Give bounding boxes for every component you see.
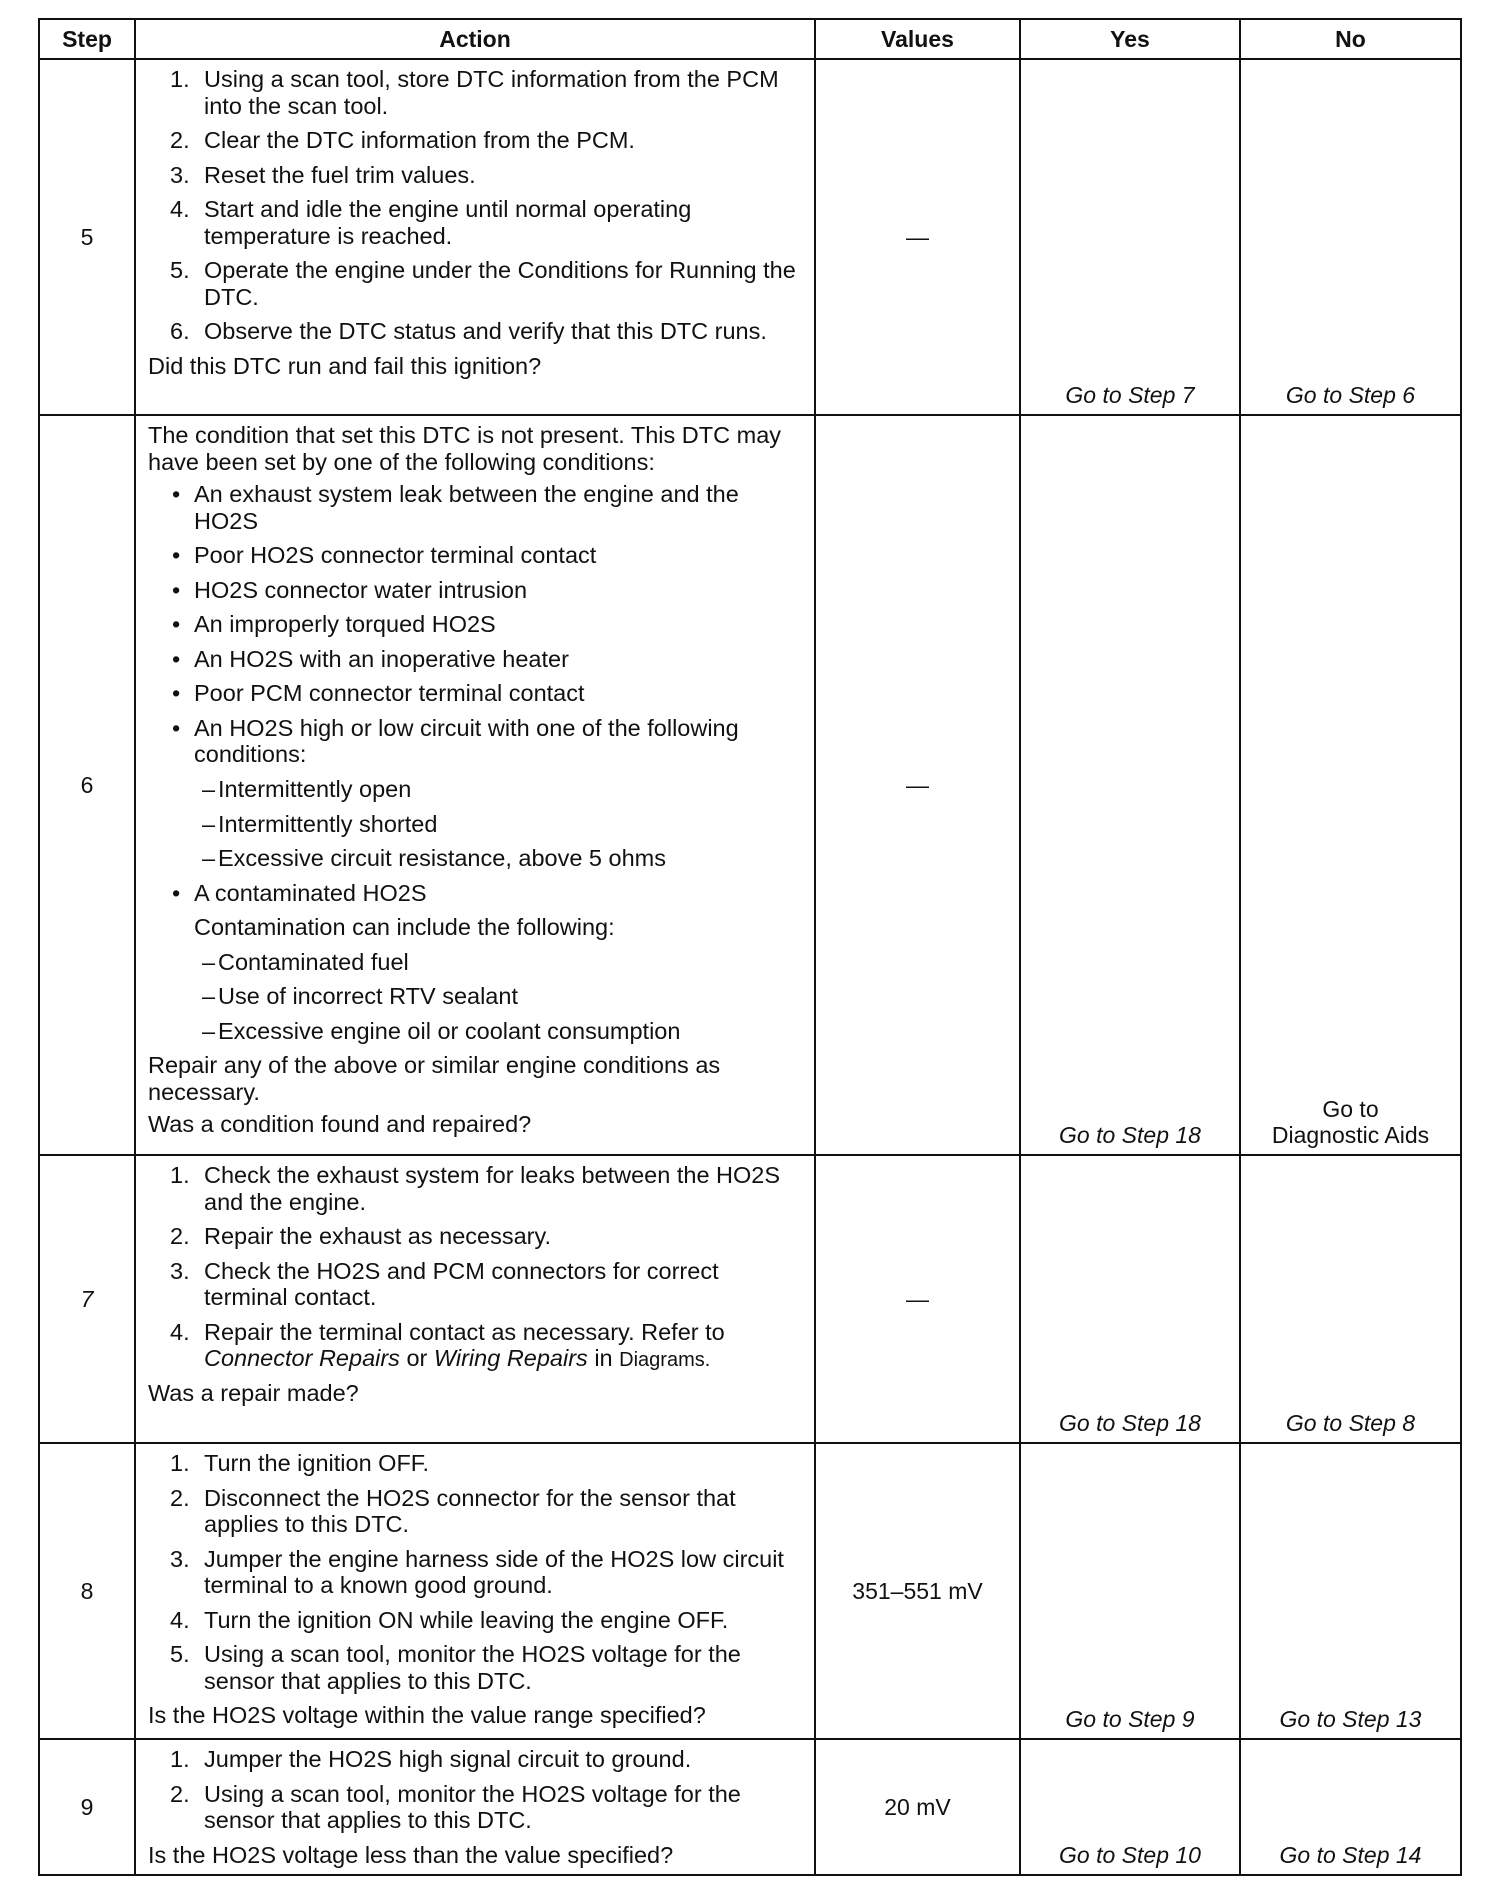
table-row-step-7 (39, 1155, 1461, 1443)
no-link[interactable]: Go to Step 6 (1285, 382, 1416, 409)
diagrams-ref: Diagrams. (619, 1349, 711, 1372)
procedure-step: 1. Jumper the HO2S high signal circuit to ground. (170, 1746, 692, 1772)
sub-condition-item: – Intermittently shorted (194, 811, 804, 838)
table-row-step-6 (39, 415, 1461, 1155)
contamination-item: – Use of incorrect RTV sealant (194, 983, 804, 1010)
header-row (39, 19, 1461, 59)
sub-condition-item: – Excessive circuit resistance, above 5 ohms (194, 845, 804, 872)
condition-item: • Poor PCM connector terminal contact (148, 680, 804, 707)
procedure-step: 4. Start and idle the engine until normal operating temperature is reached. (170, 196, 692, 249)
connector-repairs-ref: Connector Repairs (204, 1345, 400, 1372)
table-row-step-5 (39, 59, 1461, 415)
procedure-step: 6. Observe the DTC status and verify that this DTC runs. (170, 318, 767, 345)
no-link-line-1[interactable]: Go to (1322, 1096, 1379, 1123)
intro-text: The condition that set this DTC is not present. This DTC may have been set by one of the following conditions: (148, 422, 782, 475)
no-link[interactable]: Go to Step 13 (1279, 1706, 1422, 1733)
conditions-list (148, 481, 804, 1044)
values-cell: 351–551 mV (815, 1443, 1020, 1739)
header-yes: Yes (1020, 19, 1240, 59)
action-cell (135, 415, 815, 1155)
condition-item: • HO2S connector water intrusion (148, 577, 804, 604)
question: Was a condition found and repaired? (148, 1111, 532, 1138)
header-values: Values (815, 19, 1020, 59)
step-number: 7 (39, 1155, 135, 1443)
wiring-repairs-ref: Wiring Repairs (433, 1345, 588, 1372)
circuit-conditions-list (194, 776, 804, 872)
procedure-list (148, 1162, 804, 1372)
yes-link[interactable]: Go to Step 10 (1059, 1842, 1201, 1869)
procedure-step: 3. Reset the fuel trim values. (170, 161, 476, 188)
procedure-step: 1. Check the exhaust system for leaks between the HO2S and the engine. (170, 1162, 781, 1215)
condition-item: • An exhaust system leak between the engine and the HO2S (148, 481, 804, 534)
condition-item: • A contaminated HO2S Contamination can include the following: – Contaminated fuel – Use of incorrect RTV sealant – Excessive engine oil or coolant consumption (148, 880, 804, 1045)
repair-note: Repair any of the above or similar engine conditions as necessary. (148, 1052, 721, 1105)
condition-item: • Poor HO2S connector terminal contact (148, 542, 804, 569)
yes-link[interactable]: Go to Step 18 (1059, 1122, 1201, 1149)
values-cell: — (815, 59, 1020, 415)
procedure-step: 2. Using a scan tool, monitor the HO2S voltage for the sensor that applies to this DTC. (170, 1780, 741, 1834)
yes-cell (1020, 59, 1240, 415)
condition-item: • An HO2S high or low circuit with one of the following conditions: – Intermittently open – Intermittently shorted – Excessive circuit resistance, above 5 ohms (148, 715, 804, 872)
question: Is the HO2S voltage within the value range specified? (148, 1702, 706, 1729)
header-action: Action (135, 19, 815, 59)
procedure-list (148, 66, 804, 345)
condition-item: • An HO2S with an inoperative heater (148, 646, 804, 673)
no-cell (1240, 1443, 1461, 1739)
procedure-step: 2. Disconnect the HO2S connector for the sensor that applies to this DTC. (170, 1484, 736, 1538)
action-cell (135, 1443, 815, 1739)
values-cell: — (815, 415, 1020, 1155)
no-link-line-2[interactable]: Diagnostic Aids (1271, 1122, 1430, 1149)
step-number: 6 (39, 415, 135, 1155)
sub-condition-item: – Intermittently open (194, 776, 804, 803)
yes-cell (1020, 1739, 1240, 1875)
no-link[interactable]: Go to Step 14 (1279, 1842, 1422, 1869)
values-cell: — (815, 1155, 1020, 1443)
procedure-step: 5. Using a scan tool, monitor the HO2S voltage for the sensor that applies to this DTC. (170, 1641, 741, 1694)
procedure-step: 4. Repair the terminal contact as necessary. Refer to Connector Repairs or Wiring Repairs in Diagrams. (170, 1318, 725, 1372)
procedure-step: 1. Turn the ignition OFF. (170, 1450, 430, 1476)
question: Was a repair made? (148, 1379, 359, 1406)
procedure-step: 5. Operate the engine under the Conditions for Running the DTC. (170, 257, 796, 310)
table-row-step-9 (39, 1739, 1461, 1875)
step-number: 9 (39, 1739, 135, 1875)
procedure-step: 2. Repair the exhaust as necessary. (170, 1223, 552, 1250)
question: Did this DTC run and fail this ignition? (148, 352, 542, 379)
values-cell: 20 mV (815, 1739, 1020, 1875)
no-cell (1240, 415, 1461, 1155)
procedure-step: 2. Clear the DTC information from the PCM. (170, 127, 635, 154)
procedure-list (148, 1450, 804, 1694)
no-link[interactable]: Go to Step 8 (1285, 1410, 1416, 1437)
procedure-list (148, 1746, 804, 1834)
no-cell (1240, 59, 1461, 415)
header-no: No (1240, 19, 1461, 59)
procedure-step: 3. Jumper the engine harness side of the HO2S low circuit terminal to a known good ground. (170, 1545, 784, 1599)
diagnostic-table (38, 18, 1462, 1876)
action-cell (135, 59, 815, 415)
no-cell (1240, 1155, 1461, 1443)
yes-link[interactable]: Go to Step 9 (1065, 1706, 1195, 1733)
action-cell (135, 1739, 815, 1875)
contamination-item: – Excessive engine oil or coolant consumption (194, 1018, 804, 1045)
procedure-step: 1. Using a scan tool, store DTC information from the PCM into the scan tool. (170, 66, 779, 119)
question: Is the HO2S voltage less than the value specified? (148, 1841, 674, 1868)
contamination-list (194, 949, 804, 1045)
diagnostic-table-container (38, 18, 1460, 1869)
procedure-step: 3. Check the HO2S and PCM connectors for correct terminal contact. (170, 1257, 719, 1311)
yes-cell (1020, 1443, 1240, 1739)
header-step: Step (39, 19, 135, 59)
yes-link[interactable]: Go to Step 7 (1065, 382, 1195, 409)
action-cell (135, 1155, 815, 1443)
contamination-intro: Contamination can include the following: (194, 914, 615, 941)
step-number: 5 (39, 59, 135, 415)
table-row-step-8 (39, 1443, 1461, 1739)
procedure-step: 4. Turn the ignition ON while leaving the engine OFF. (170, 1606, 729, 1633)
yes-cell (1020, 415, 1240, 1155)
yes-cell (1020, 1155, 1240, 1443)
contamination-item: – Contaminated fuel (194, 949, 804, 976)
condition-item: • An improperly torqued HO2S (148, 611, 804, 638)
step-number: 8 (39, 1443, 135, 1739)
no-cell (1240, 1739, 1461, 1875)
yes-link[interactable]: Go to Step 18 (1059, 1410, 1201, 1437)
